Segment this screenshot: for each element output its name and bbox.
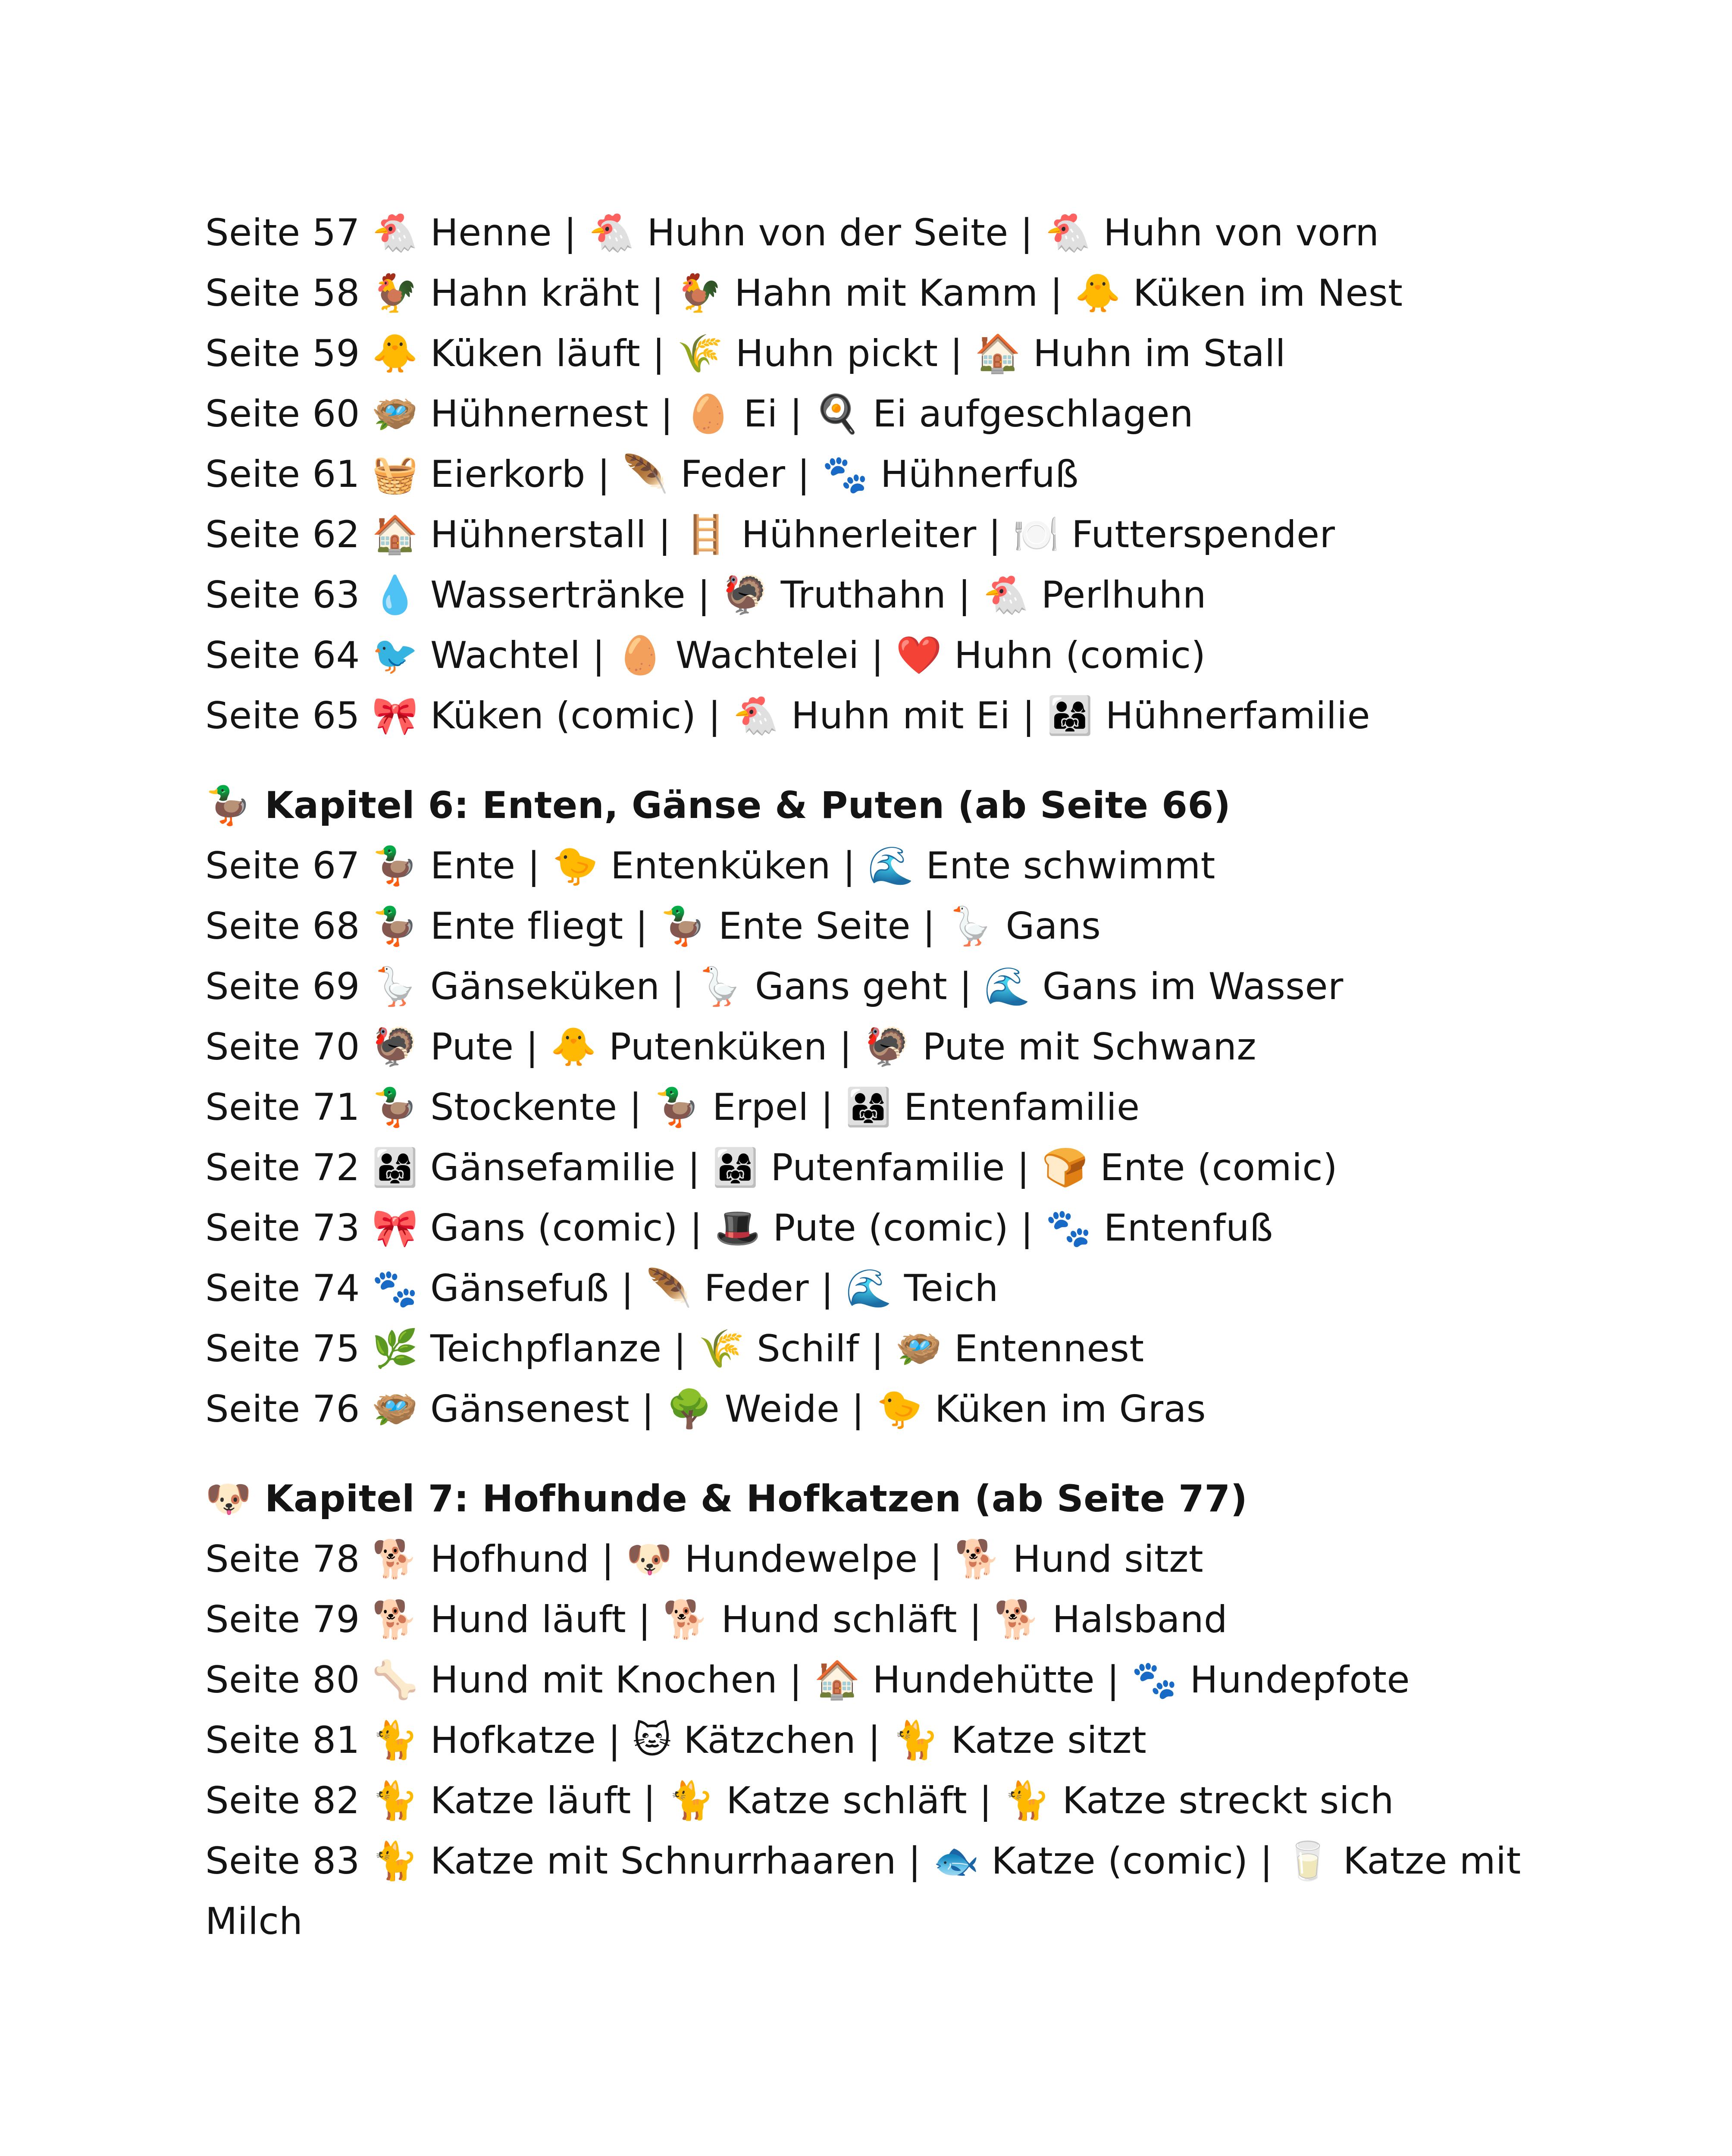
chapter-6-section xyxy=(205,775,1538,1439)
chapter-7-section xyxy=(205,1469,1538,1952)
document-page xyxy=(205,203,1538,1952)
page-entry-72: Seite 72 👨‍👩‍👧 Gänsefamilie | 👨‍👩‍👧 Putenfamilie | 🍞 Ente (comic) xyxy=(205,1146,1338,1189)
page-entry-67: Seite 67 🦆 Ente | 🐤 Entenküken | 🌊 Ente schwimmt xyxy=(205,844,1215,887)
page-entry-65: Seite 65 🎀 Küken (comic) | 🐔 Huhn mit Ei | 👨‍👩‍👧 Hühnerfamilie xyxy=(205,694,1371,737)
page-entry-73: Seite 73 🎀 Gans (comic) | 🎩 Pute (comic) | 🐾 Entenfuß xyxy=(205,1206,1273,1250)
page-entry-63: Seite 63 💧 Wassertränke | 🦃 Truthahn | 🐔 Perlhuhn xyxy=(205,573,1206,617)
page-entry-61: Seite 61 🧺 Eierkorb | 🪶 Feder | 🐾 Hühnerfuß xyxy=(205,453,1079,496)
page-entry-71: Seite 71 🦆 Stockente | 🦆 Erpel | 👨‍👩‍👧 Entenfamilie xyxy=(205,1086,1140,1129)
chapter-7-heading: 🐶 Kapitel 7: Hofhunde & Hofkatzen (ab Seite 77) xyxy=(205,1477,1248,1520)
page-entry-70: Seite 70 🦃 Pute | 🐥 Putenküken | 🦃 Pute mit Schwanz xyxy=(205,1025,1257,1069)
page-entry-69: Seite 69 🪿 Gänseküken | 🪿 Gans geht | 🌊 Gans im Wasser xyxy=(205,965,1344,1008)
page-entry-83: Seite 83 🐈 Katze mit Schnurrhaaren | 🐟 Katze (comic) | 🥛 Katze mit Milch xyxy=(205,1839,1521,1943)
page-entry-80: Seite 80 🦴 Hund mit Knochen | 🏠 Hundehütte | 🐾 Hundepfote xyxy=(205,1658,1410,1702)
page-entry-59: Seite 59 🐥 Küken läuft | 🌾 Huhn pickt | 🏠 Huhn im Stall xyxy=(205,332,1286,375)
page-entry-78: Seite 78 🐕 Hofhund | 🐶 Hundewelpe | 🐕 Hund sitzt xyxy=(205,1538,1204,1581)
page-entry-82: Seite 82 🐈 Katze läuft | 🐈 Katze schläft | 🐈 Katze streckt sich xyxy=(205,1779,1394,1822)
page-entry-68: Seite 68 🦆 Ente fliegt | 🦆 Ente Seite | 🪿 Gans xyxy=(205,905,1101,948)
page-entry-74: Seite 74 🐾 Gänsefuß | 🪶 Feder | 🌊 Teich xyxy=(205,1267,999,1310)
chapter-5-list xyxy=(205,203,1538,746)
page-entry-60: Seite 60 🪺 Hühnernest | 🥚 Ei | 🍳 Ei aufgeschlagen xyxy=(205,392,1194,436)
page-entry-81: Seite 81 🐈 Hofkatze | 🐱 Kätzchen | 🐈 Katze sitzt xyxy=(205,1719,1147,1762)
page-entry-57: Seite 57 🐔 Henne | 🐔 Huhn von der Seite | 🐔 Huhn von vorn xyxy=(205,211,1379,254)
page-entry-58: Seite 58 🐓 Hahn kräht | 🐓 Hahn mit Kamm | 🐥 Küken im Nest xyxy=(205,272,1403,315)
chapter-6-heading: 🦆 Kapitel 6: Enten, Gänse & Puten (ab Seite 66) xyxy=(205,784,1231,827)
page-entry-79: Seite 79 🐕 Hund läuft | 🐕 Hund schläft | 🐕 Halsband xyxy=(205,1598,1228,1641)
page-entry-75: Seite 75 🌿 Teichpflanze | 🌾 Schilf | 🪺 Entennest xyxy=(205,1327,1144,1370)
page-entry-62: Seite 62 🏠 Hühnerstall | 🪜 Hühnerleiter | 🍽️ Futterspender xyxy=(205,513,1335,556)
page-entry-64: Seite 64 🐦 Wachtel | 🥚 Wachtelei | ❤️ Huhn (comic) xyxy=(205,634,1206,677)
page-entry-76: Seite 76 🪺 Gänsenest | 🌳 Weide | 🐤 Küken im Gras xyxy=(205,1388,1206,1431)
